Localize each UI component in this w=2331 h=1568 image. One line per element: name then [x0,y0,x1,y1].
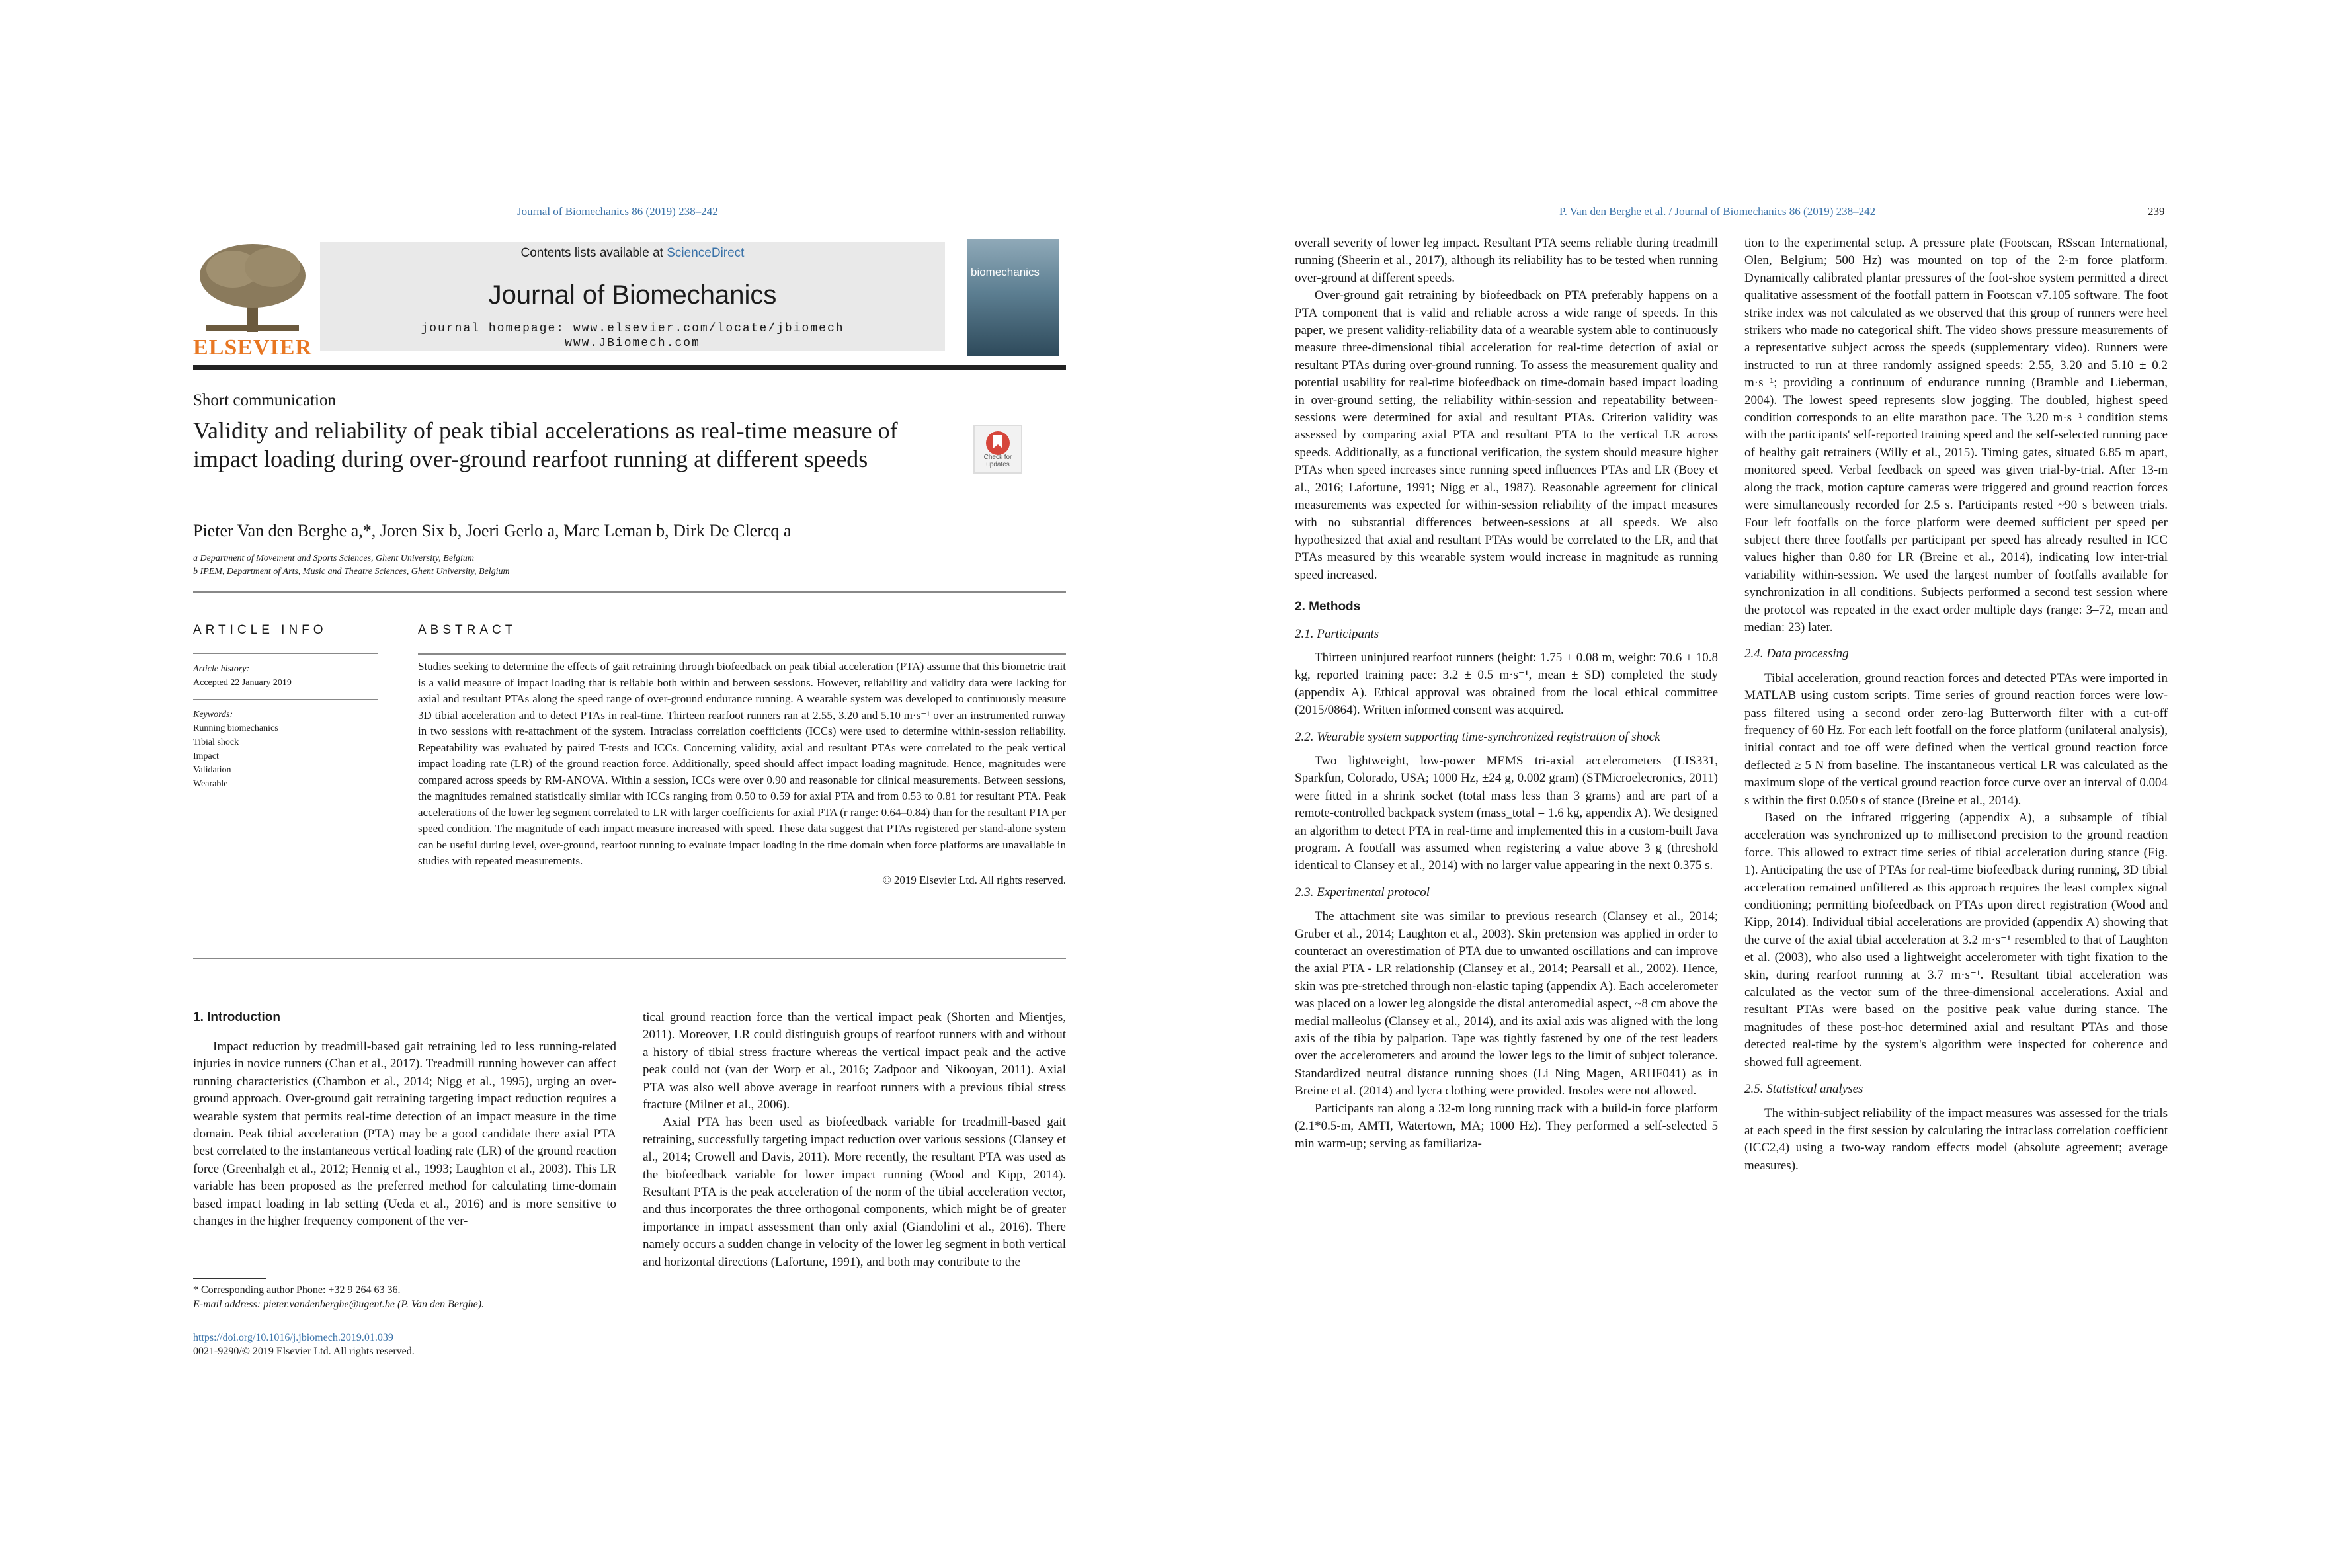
intro-paragraph: Axial PTA has been used as biofeedback variable for treadmill-based gait retraining, successfully targeting impact reduction over various sessions (Clansey et al., 2014; Crowell and Davis, 2011). More recently, the resultant PTA was used as the biofeedback variable for lower impact running (Wood and Kipp, 2014). Resultant PTA is the peak acceleration of the norm of the tibial acceleration vector, and thus incorporates the three orthogonal components, which might be of greater importance in impact assessment than only axial (Giandolini et al., 2016). There namely occurs a sudden change in velocity of the lower leg segment in both vertical and horizontal directions (Lafortune, 1991), and both may contribute to the [643,1115,1066,1269]
body-paragraph: The attachment site was similar to previous research (Clansey et al., 2014; Gruber et al., 2014; Laughton et al., 2003). Skin pretension was applied in order to counteract an overestimation of PTA due to unwanted oscillations and can improve the axial PTA - LR relationship (Clansey et al., 2014; Pearsall et al., 2002). Hence, skin was pre-stretched through non-elastic taping (appendix A). Each accelerometer was placed on a lower leg alongside the distal anteromedial aspect, ~8 cm above the medial malleolus (Clansey et al., 2014), and its axial axis was aligned with the long axis of the tibia by palpation. Tape was tightly fastened by one of the test leaders over the accelerometers and around the lower legs to the limit of subject tolerance. Standardized neutral distance running shoes (Li Ning Magen, ARHF041) as in Breine et al. (2014) and lycra clothing were provided. Insoles were not allowed. [1295,909,1718,1098]
article-title: Validity and reliability of peak tibial accelerations as real-time measure of impact loading during over-ground rearfoot running at different speeds [193,417,898,472]
email-address[interactable]: E-mail address: pieter.vandenberghe@ugent.be (P. Van den Berghe). [193,1299,485,1310]
keyword: Tibial shock [193,737,239,747]
running-head: Journal of Biomechanics 86 (2019) 238–242 [517,205,718,218]
introduction-heading: 1. Introduction [193,1011,280,1024]
intro-paragraph: tical ground reaction force than the vertical impact peak (Shorten and Mientjes, 2011). Moreover, LR could distinguish groups of rearfoot runners with and without a history of tibial stress fracture whereas the vertical impact peak and the active peak could not (van der Worp et al., 2016; Zadpoor and Nikooyan, 2011). Axial PTA was also well above average in rearfoot runners with a previous tibial stress fracture (Milner et al., 2006). [643,1011,1066,1112]
homepage-line-1[interactable]: journal homepage: www.elsevier.com/locate/jbiomech [421,322,844,335]
right-column-2 [1744,235,2168,1175]
right-page [1222,152,2221,1435]
affiliations [193,552,510,579]
contents-line [320,246,945,261]
article-type: Short communication [193,392,336,409]
processing-heading: 2.4. Data processing [1744,647,1849,661]
history-label: Article history: [193,664,250,674]
accepted-date: Accepted 22 January 2019 [193,678,292,688]
affiliation-b: b IPEM, Department of Arts, Music and Theatre Sciences, Ghent University, Belgium [193,567,510,577]
running-head: P. Van den Berghe et al. / Journal of Biomechanics 86 (2019) 238–242 [1559,205,1876,218]
article-info [193,653,378,791]
introduction-column-1 [193,1038,616,1230]
author-list: Pieter Van den Berghe a,*, Joren Six b, Joeri Gerlo a, Marc Leman b, Dirk De Clercq a [193,521,792,540]
keyword: Validation [193,765,231,775]
journal-title-box [320,242,945,351]
right-column-1 [1295,235,1718,1153]
publisher-name: ELSEVIER [193,335,312,360]
body-paragraph: overall severity of lower leg impact. Resultant PTA seems reliable during treadmill running (Sheerin et al., 2017), although its reliability has to be tested when running over-ground at different speeds. [1295,236,1718,285]
keyword: Wearable [193,779,228,789]
body-paragraph: Based on the infrared triggering (appendix A), a subsample of tibial acceleration was synchronized up to millisecond precision to the ground reaction force. This allowed to extract time series of tibial acceleration during stance (Fig. 1). Anticipating the use of PTAs for real-time biofeedback during running, 3D tibial acceleration remained unfiltered as this approach requires the least complex signal conditioning; permitting biofeedback on PTAs upon direct registration (Wood and Kipp, 2014). Individual tibial accelerations are provided (appendix A) showing that the curve of the axial tibial acceleration at 3.2 m·s⁻¹ resembled to that of Laughton et al. (2003), who also used a lightweight accelerometer with tight fixation to the skin, during rearfoot running at 3.7 m·s⁻¹. Resultant tibial acceleration was calculated as the vector sum of the three-dimensional accelerations. Axial and resultant PTAs were based on the positive peak value during stance. The magnitudes of these post-hoc determined axial and resultant PTAs and those detected real-time by the system's algorithm were inspected for coherence and showed full agreement. [1744,811,2168,1069]
protocol-heading: 2.3. Experimental protocol [1295,885,1430,899]
statistics-heading: 2.5. Statistical analyses [1744,1082,1863,1096]
info-divider [193,591,1066,593]
abstract-divider [193,958,1066,959]
body-paragraph: Tibial acceleration, ground reaction forces and detected PTAs were imported in MATLAB using custom scripts. Time series of ground reaction forces were low-pass filtered using a second order zero-lag Butterworth filter with a cut-off frequency of 60 Hz. For each left footfall on the force platform (unilateral analysis), initial contact and toe off were defined when the vertical ground reaction force deflected ≥ 5 N from baseline. The instantaneous vertical LR was calculated as the maximum slope of the vertical ground reaction force curve over an interval of 0.004 s within the first 0.050 s of stance (Breine et al., 2014). [1744,671,2168,807]
doi-block [193,1331,415,1358]
body-paragraph: Participants ran along a 32-m long running track with a build-in force platform (2.1*0.5-m, AMTI, Watertown, MA; 1000 Hz). They performed a self-selected 5 min warm-up; serving as familiariza- [1295,1101,1718,1151]
introduction-column-2 [643,1009,1066,1271]
cover-title: biomechanics [971,266,1040,278]
abstract-body: Studies seeking to determine the effects of gait retraining through biofeedback on peak tibial acceleration (PTA) assume that this biometric trait is a valid measure of impact loading that is reliable both within and between sessions. However, reliability and validity data were lacking for axial and resultant PTAs along the speed range of over-ground endurance running. A wearable system was developed to continuously measure 3D tibial acceleration and to detect PTAs in real-time. Thirteen rearfoot runners ran at 2.55, 3.20 and 5.10 m·s⁻¹ over an instrumented runway in two sessions with re-attachment of the system. Intraclass correlation coefficients (ICCs) were used to determine within-session reliability. Repeatability was evaluated by paired T-tests and ICCs. Concerning validity, axial and resultant PTAs were correlated to the peak vertical impact loading rate (LR) of the ground reaction force. Additionally, speed should affect impact loading magnitude. Hence, magnitudes were compared across speeds by RM-ANOVA. Within a session, ICCs were over 0.90 and reasonable for clinical measurements. Between sessions, the magnitudes remained statistically similar with ICCs ranging from 0.50 to 0.59 for axial PTA and from 0.53 to 0.81 for resultant PTA. Peak accelerations of the lower leg segment correlated to LR with larger coefficients for axial PTA (r range: 0.64–0.84) than for the resultant PTA per speed condition. The magnitude of each impact measure increased with speed. These data suggest that PTAs registered per stand-alone system can be useful during level, over-ground, rearfoot running to evaluate impact loading in the time domain when force platforms are unavailable in studies with repeated measurements. [418,660,1066,867]
crossmark-label: Check for updates [983,454,1012,468]
footnotes [193,1283,484,1312]
abstract-heading: ABSTRACT [418,623,517,637]
homepage-line-2[interactable]: www.JBiomech.com [565,337,700,350]
corresponding-author: * Corresponding author Phone: +32 9 264 63 36. [193,1284,401,1296]
banner-divider [193,365,1066,370]
crossmark-badge[interactable] [973,425,1022,474]
sciencedirect-link[interactable]: ScienceDirect [667,246,745,260]
abstract-copyright: © 2019 Elsevier Ltd. All rights reserved. [882,873,1066,886]
info-rule-mid [193,699,378,700]
body-paragraph: Thirteen uninjured rearfoot runners (height: 1.75 ± 0.08 m, weight: 70.6 ± 10.8 kg, reported training pace: 3.2 ± 0.5 m·s⁻¹, mean ± SD) completed the study (appendix A). Ethical approval was obtained from the local ethical committee (2015/0864). Written informed consent was acquired. [1295,650,1718,718]
wearable-heading: 2.2. Wearable system supporting time-synchronized registration of shock [1295,729,1660,744]
page-number: 239 [2148,205,2165,218]
contents-prefix: Contents lists available at [520,246,663,260]
elsevier-tree-logo [193,239,312,358]
journal-homepage[interactable] [320,321,945,351]
journal-name: Journal of Biomechanics [488,280,777,309]
keywords-label: Keywords: [193,710,233,720]
issn-line: 0021-9290/© 2019 Elsevier Ltd. All rights reserved. [193,1346,415,1357]
methods-heading: 2. Methods [1295,600,1361,614]
body-paragraph: Over-ground gait retraining by biofeedback on PTA preferably happens on a PTA component that is valid and reliable across a wide range of speeds. In this paper, we present validity-reliability data of a wearable system able to continuously measure three-dimensional tibial acceleration for real-time detection of axial or resultant PTAs during over-ground running. To assess the measurement quality and potential usability for real-time biofeedback on time-domain based impact loading in over-ground setting, the reliability within-session and repeatability between-sessions were determined for axial and resultant PTAs. Criterion validity was assessed by comparing axial PTA and resultant PTA to the vertical LR across speeds. Additionally, as a functional verification, the system should measure higher PTAs when speed increases since running speed influences PTAs and LR (Boey et al., 2016; Lafortune, 1991; Nigg et al., 1987). Reasonable agreement for clinical measurements was expected for within-session reliability of the impact measures with no substantial differences between-sessions at all speeds. We also hypothesized that axial and resultant PTAs would be correlated to the LR, and that PTAs measured by this wearable system would increase in magnitude as running speed increased. [1295,288,1718,582]
footnote-rule [193,1278,266,1279]
participants-heading: 2.1. Participants [1295,626,1379,641]
left-page [140,152,1139,1435]
body-paragraph: tion to the experimental setup. A pressure plate (Footscan, RSscan International, Olen, Belgium; 500 Hz) was mounted on top of the 2-m force platform. Dynamically calibrated plantar pressures of the foot-shoe system permitted a direct qualitative assessment of the footfall pattern in Footscan v7.105 software. The foot strike index was not calculated as we observed that this group of runners were heel strikers who made no categorical shift. The video shows pressure measurements of a representative subject across the speeds (supplementary video). Runners were instructed to run at three randomly assigned speeds: 2.55, 3.20 and 5.10 ± 0.2 m·s⁻¹; providing a continuum of endurance running (Bramble and Lieberman, 2004). The lowest speed represents slow jogging. The doubled, highest speed condition corresponds to an elite marathon pace. The 3.20 m·s⁻¹ condition stems with the participants' self-reported training speed and the self-selected running pace of healthy gait retrainers (Willy et al., 2015). Timing gates, situated 6.85 m apart, monitored speed. Verbal feedback on speed was given trial-by-trial. After 13-m along the track, motion capture cameras were triggered and ground reaction forces were simultaneously recorded for 2.5 s. Participants rested ~90 s between trials. Four left footfalls on the force platform were deemed sufficient per speed per subject there three footfalls per participant per speed has already resulted in ICC values higher than 0.80 for LR (Breine et al., 2014), indicating low inter-trial variability within-session. We used the largest number of footfalls available for synchronization in all conditions. Subjects performed a second test session where the protocol was repeated in the exact order multiple days (range: 3–72, mean and median: 23) later. [1744,236,2168,634]
keyword: Impact [193,751,219,761]
journal-cover-thumbnail [967,239,1059,356]
keyword: Running biomechanics [193,723,278,733]
journal-banner [193,239,1066,358]
affiliation-a: a Department of Movement and Sports Sciences, Ghent University, Belgium [193,554,474,563]
intro-paragraph: Impact reduction by treadmill-based gait retraining led to less running-related injuries in novice runners (Chan et al., 2017). Treadmill running however can affect running characteristics (Chambon et al., 2014; Nigg et al., 1995), urging an over-ground approach. Over-ground gait retraining targeting impact reduction requires a wearable system that permits real-time detection of an impact measure in the time domain. Peak tibial acceleration (PTA) may be a good candidate there axial PTA best correlated to the instantaneous vertical loading rate (LR) of the ground reaction force (Greenhalgh et al., 2012; Hennig et al., 1993; Laughton et al., 2003). This LR variable has been proposed as the preferred method for calculating time-domain based impact loading in lab setting (Ueda et al., 2016) and is more sensitive to changes in the higher frequency component of the ver- [193,1040,616,1229]
body-paragraph: Two lightweight, low-power MEMS tri-axial accelerometers (LIS331, Sparkfun, Colorado, USA; 1000 Hz, ±24 g, 0.002 gram) (STMicroelecronics, 2011) were fitted in a shrink socket (total mass less than 3 grams) and are part of a remote-controlled backpack system (mass_total = 1.6 kg, appendix A). We designed an algorithm to detect PTA in real-time and implemented this in a custom-built Java program. A footfall was assumed when registering a value above 3 g (threshold identical to Clansey et al., 2014) with no larger value appearing in the next 0.375 s. [1295,753,1718,873]
abstract [418,653,1066,888]
body-paragraph: The within-subject reliability of the impact measures was assessed for the trials at each speed in the first session by calculating the intraclass correlation coefficient (ICC2,4) using a two-way random effects model (absolute agreement; average measures). [1744,1106,2168,1173]
doi-link[interactable]: https://doi.org/10.1016/j.jbiomech.2019.01.039 [193,1332,393,1343]
article-info-heading: ARTICLE INFO [193,623,327,637]
info-rule-top [193,653,378,654]
